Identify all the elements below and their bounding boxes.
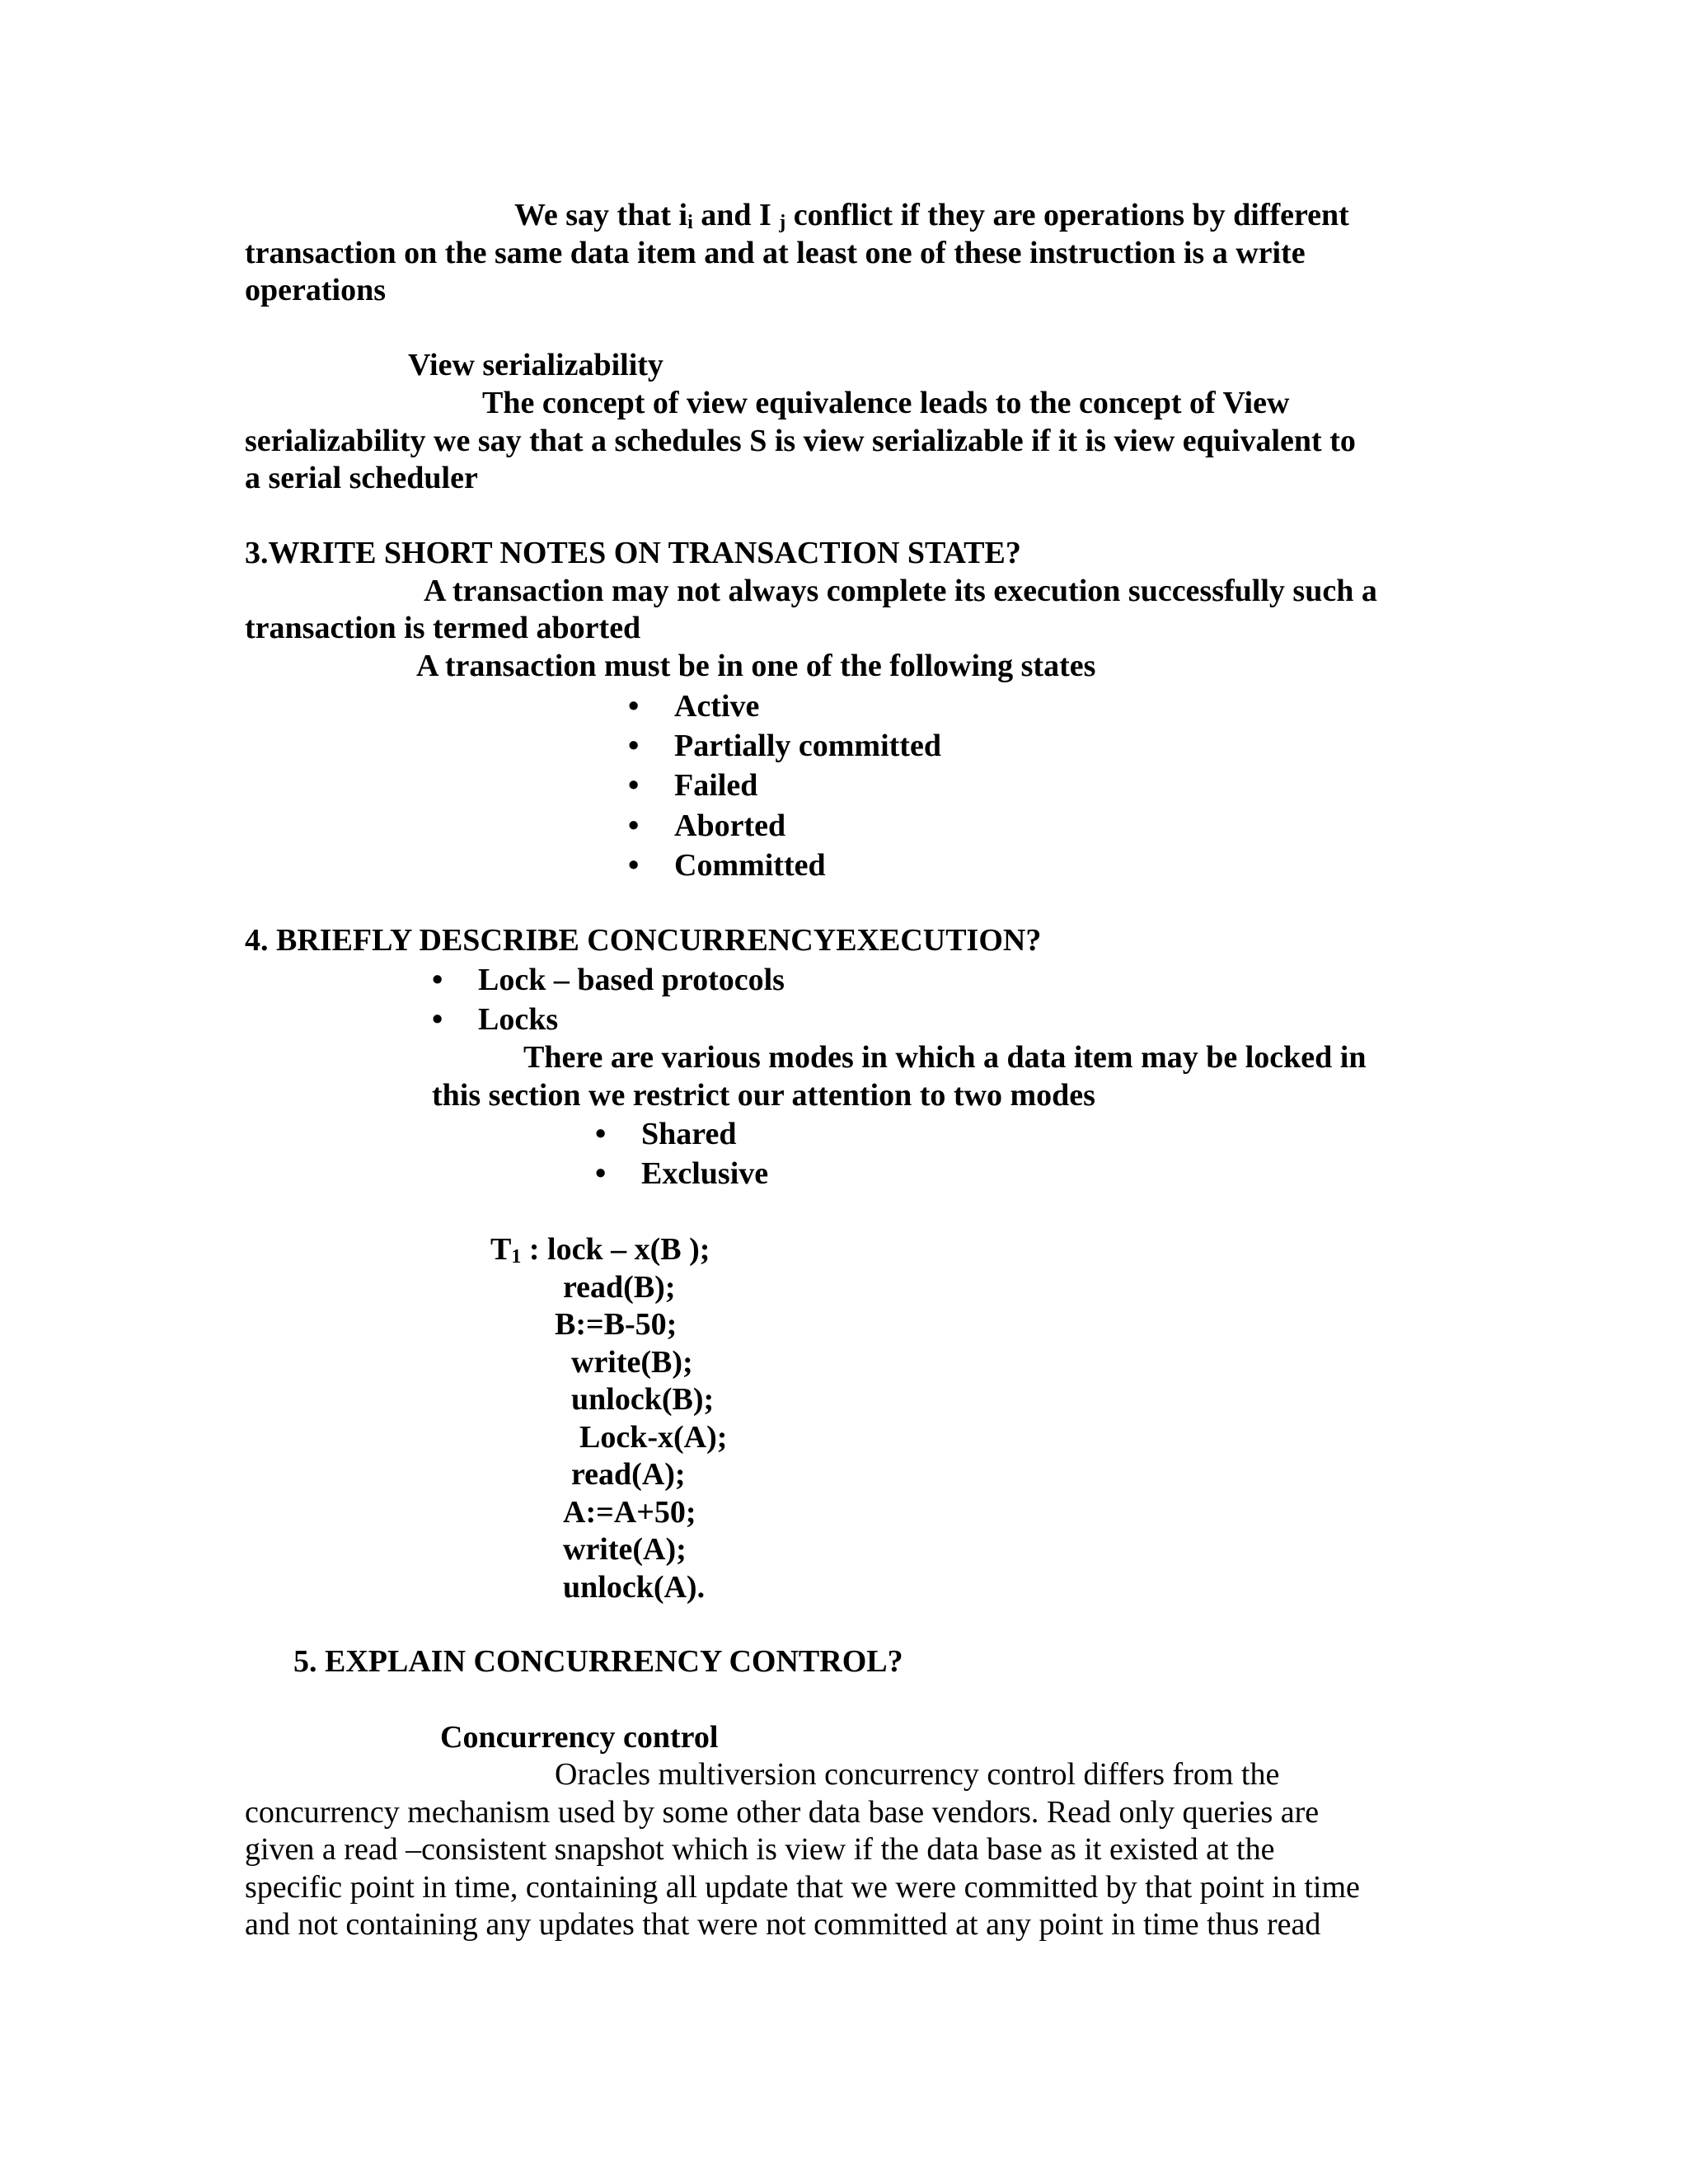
view-line-3: a serial scheduler <box>245 461 478 495</box>
protocol-item <box>432 1001 558 1038</box>
q4-line-1: There are various modes in which a data item may be locked in <box>523 1040 1367 1075</box>
bullet-icon: • <box>628 689 640 724</box>
code-line-first <box>490 1230 710 1268</box>
code-line: write(A); <box>563 1532 687 1567</box>
q5-line-4: specific point in time, containing all update that we were committed by that point in time <box>245 1870 1360 1905</box>
subscript-i: i <box>687 212 693 233</box>
bullet-icon: • <box>595 1117 607 1151</box>
code-line: A:=A+50; <box>563 1495 696 1530</box>
protocol-label: Lock – based protocols <box>478 963 785 997</box>
bullet-icon: • <box>628 768 640 803</box>
code-line: read(B); <box>563 1270 676 1305</box>
q5-line-5: and not containing any updates that were not committed at any point in time thus read <box>245 1907 1321 1942</box>
bullet-icon: • <box>432 1002 443 1037</box>
state-label: Failed <box>674 768 758 803</box>
state-label: Active <box>674 689 760 724</box>
q5-line-3: given a read –consistent snapshot which is view if the data base as it existed at the <box>245 1832 1275 1867</box>
mode-item <box>595 1115 736 1153</box>
bullet-icon: • <box>628 848 640 883</box>
q5-line-2: concurrency mechanism used by some other data base vendors. Read only queries are <box>245 1795 1320 1830</box>
state-item <box>628 766 757 804</box>
code-line: Lock-x(A); <box>579 1420 728 1455</box>
code-line: read(A); <box>571 1457 686 1492</box>
q4-line-2: this section we restrict our attention to two modes <box>432 1078 1095 1113</box>
state-label: Partially committed <box>674 729 941 763</box>
q3-line-3: A transaction must be in one of the following states <box>416 649 1096 683</box>
code-line: unlock(A). <box>563 1570 706 1605</box>
bullet-icon: • <box>595 1156 607 1191</box>
conflict-line-3: operations <box>245 273 386 307</box>
bullet-icon: • <box>628 808 640 843</box>
view-line-1: The concept of view equivalence leads to the concept of View <box>482 386 1290 420</box>
code-t: T <box>490 1232 512 1267</box>
conflict-line-1 <box>514 196 1349 234</box>
q5-heading: 5. EXPLAIN CONCURRENCY CONTROL? <box>293 1644 903 1679</box>
code-line: B:=B-50; <box>555 1307 678 1342</box>
state-label: Aborted <box>674 808 786 843</box>
code-line: unlock(B); <box>571 1382 715 1417</box>
subscript-1: 1 <box>511 1246 522 1268</box>
q4-heading: 4. BRIEFLY DESCRIBE CONCURRENCYEXECUTION? <box>245 923 1042 958</box>
state-item <box>628 687 759 725</box>
mode-item <box>595 1155 768 1193</box>
q5-subheading: Concurrency control <box>440 1720 719 1755</box>
view-heading: View serializability <box>408 348 663 382</box>
q3-line-1: A transaction may not always complete its execution successfully such a <box>424 574 1377 608</box>
q3-heading: 3.WRITE SHORT NOTES ON TRANSACTION STATE? <box>245 536 1021 570</box>
state-label: Committed <box>674 848 826 883</box>
subscript-j: j <box>779 212 786 233</box>
q5-line-1: Oracles multiversion concurrency control differs from the <box>555 1757 1280 1792</box>
state-item <box>628 807 785 845</box>
bullet-icon: • <box>628 729 640 763</box>
state-item <box>628 727 941 765</box>
mode-label: Shared <box>641 1117 737 1151</box>
conflict-line-2: transaction on the same data item and at least one of these instruction is a write <box>245 236 1306 270</box>
conflict-text-b: and I <box>692 198 780 232</box>
code-lock: : lock – x(B ); <box>521 1232 710 1267</box>
view-line-2: serializability we say that a schedules S is view serializable if it is view equivalent to <box>245 424 1356 458</box>
code-line: write(B); <box>571 1345 693 1380</box>
mode-label: Exclusive <box>641 1156 769 1191</box>
bullet-icon: • <box>432 963 443 997</box>
q3-line-2: transaction is termed aborted <box>245 611 641 645</box>
protocol-label: Locks <box>478 1002 559 1037</box>
protocol-item <box>432 961 785 999</box>
conflict-text-a: We say that i <box>514 198 688 232</box>
state-item <box>628 846 826 884</box>
conflict-text-c: conflict if they are operations by different <box>785 198 1349 232</box>
